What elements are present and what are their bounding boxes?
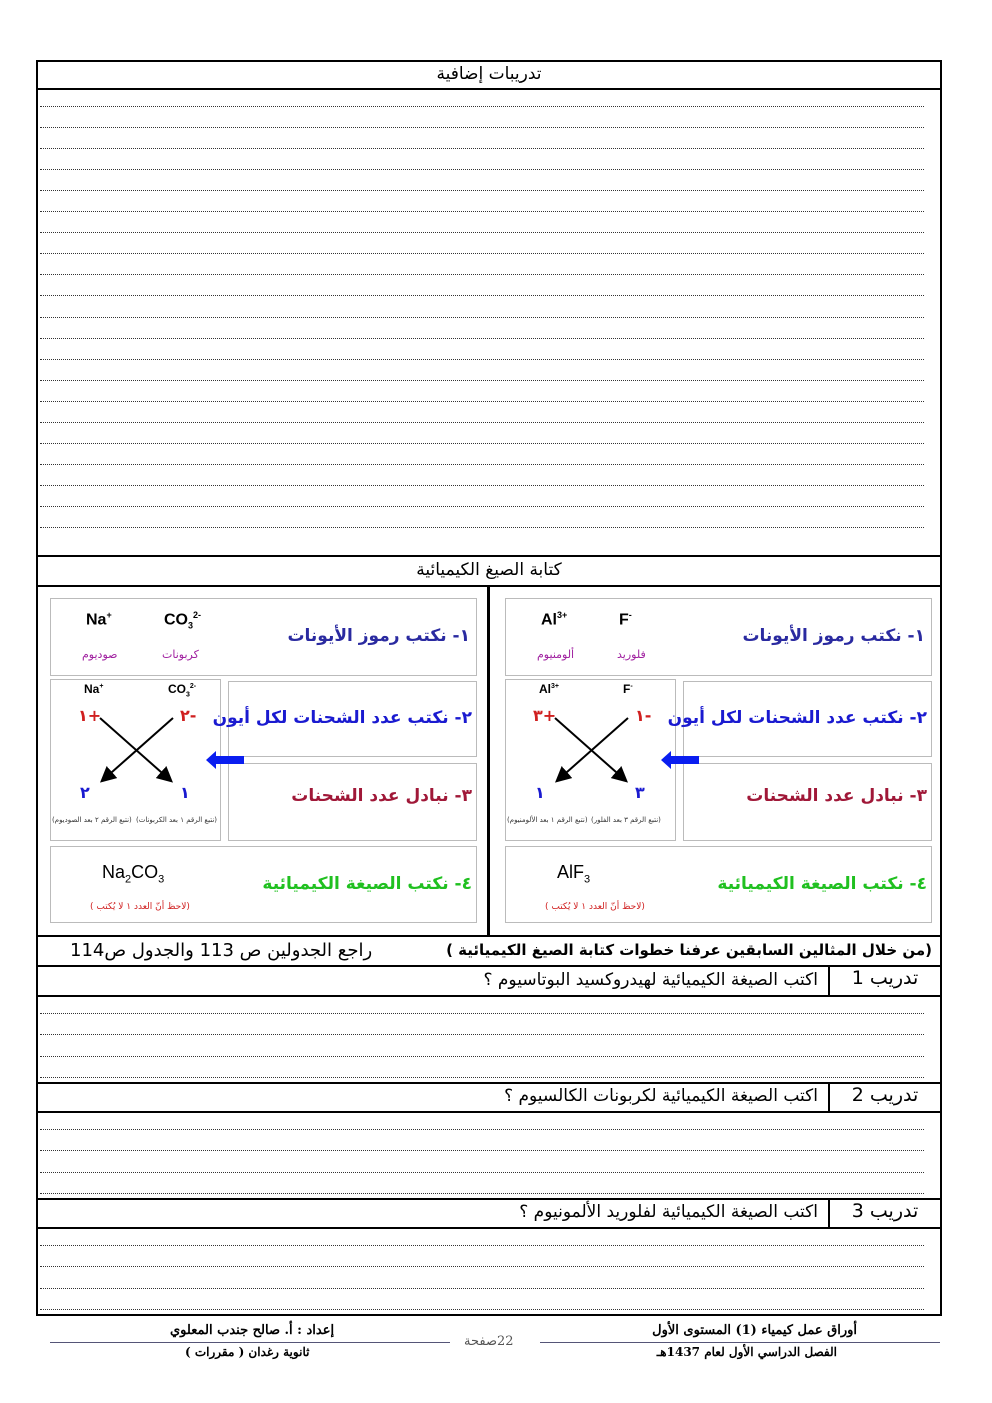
formula-note: (لاحظ أنّ العدد ١ لا يُكتب ) bbox=[545, 902, 645, 912]
diagram-aluminum-fluoride bbox=[495, 588, 945, 934]
cation-charge: + bbox=[106, 610, 112, 620]
cross-cation bbox=[539, 682, 559, 696]
anion-charge: 2- bbox=[189, 683, 197, 690]
dotted-line bbox=[40, 106, 924, 107]
anion-charge: - bbox=[628, 610, 632, 620]
anion-name: فلوريد bbox=[617, 648, 646, 661]
dotted-line bbox=[40, 1288, 924, 1289]
footer-semester: الفصل الدراسي الأول لعام 1437هـ bbox=[656, 1345, 837, 1359]
anion-sub: 3 bbox=[186, 691, 190, 699]
dotted-line bbox=[40, 148, 924, 149]
anion-text: CO bbox=[168, 682, 186, 696]
dotted-line bbox=[40, 1245, 924, 1246]
left-arrow-icon bbox=[206, 751, 244, 769]
exercise-3-question: اكتب الصيغة الكيميائية لفلوريد الألمونيوم ؟ bbox=[519, 1202, 818, 1222]
anion-charge: - bbox=[630, 683, 633, 690]
cross-arrows-icon bbox=[550, 713, 655, 788]
divider bbox=[36, 1198, 942, 1200]
dotted-line bbox=[40, 1034, 924, 1035]
cross-anion bbox=[623, 682, 633, 698]
extra-exercises-title: تدريبات إضافية bbox=[436, 64, 542, 84]
dotted-line bbox=[40, 190, 924, 191]
step2-label: ٢- نكتب عدد الشحنات لكل أيون bbox=[667, 708, 927, 728]
footer-rule bbox=[50, 1342, 450, 1343]
dotted-line bbox=[40, 1266, 924, 1267]
dotted-line bbox=[40, 359, 924, 360]
dotted-line bbox=[40, 274, 924, 275]
step1-label: ١- نكتب رموز الأيونات bbox=[287, 626, 470, 646]
anion-count: ٣ bbox=[635, 783, 645, 802]
cation-text: Al bbox=[539, 682, 551, 696]
exercise-1-question: اكتب الصيغة الكيميائية لهيدروكسيد البوتاسيوم ؟ bbox=[483, 970, 818, 990]
step4-label: ٤- نكتب الصيغة الكيميائية bbox=[262, 874, 472, 894]
anion-symbol bbox=[164, 610, 201, 631]
divider bbox=[36, 1082, 942, 1084]
divider bbox=[36, 555, 942, 557]
dotted-line bbox=[40, 127, 924, 128]
dotted-line bbox=[40, 401, 924, 402]
cation-text: Al bbox=[541, 611, 557, 629]
exercise-1-label: تدريب 1 bbox=[828, 967, 940, 995]
step3-label: ٣- نبادل عدد الشحنات bbox=[291, 786, 472, 806]
anion-name: كربونات bbox=[162, 648, 199, 661]
divider bbox=[36, 1111, 942, 1113]
formula-part: CO bbox=[131, 862, 159, 882]
dotted-line bbox=[40, 443, 924, 444]
footer-title: أوراق عمل كيمياء (1) المستوى الأول bbox=[652, 1323, 857, 1338]
divider bbox=[36, 88, 942, 90]
step2-label: ٢- نكتب عدد الشحنات لكل أيون bbox=[212, 708, 472, 728]
cation-symbol bbox=[541, 610, 567, 629]
anion-symbol bbox=[619, 610, 632, 631]
cation-text: Na bbox=[84, 682, 100, 696]
cation-name: ألومنيوم bbox=[537, 648, 575, 661]
diagram-sodium-carbonate bbox=[40, 588, 490, 934]
dotted-line bbox=[40, 169, 924, 170]
dotted-line bbox=[40, 1056, 924, 1057]
cation-charge-number: ١+ bbox=[78, 706, 102, 725]
dotted-line bbox=[40, 1172, 924, 1173]
cation-count: ١ bbox=[535, 783, 545, 802]
anion-charge-number: ١- bbox=[635, 706, 652, 725]
dotted-line bbox=[40, 1013, 924, 1014]
formula-sub: 3 bbox=[584, 873, 591, 886]
cation-note: (نتبع الرقم ٢ بعد الصوديوم) bbox=[52, 816, 132, 824]
dotted-line bbox=[40, 338, 924, 339]
summary-note: (من خلال المثالين السابقين عرفنا خطوات كتابة الصيغ الكيميائية ) bbox=[446, 941, 932, 959]
dotted-line bbox=[40, 253, 924, 254]
divider bbox=[36, 995, 942, 997]
cross-arrows-icon bbox=[95, 713, 200, 788]
exercise-2-question: اكتب الصيغة الكيميائية لكربونات الكالسيوم ؟ bbox=[504, 1086, 818, 1106]
chemical-formula bbox=[557, 862, 590, 886]
step3-label: ٣- نبادل عدد الشحنات bbox=[746, 786, 927, 806]
table-reference: راجع الجدولين ص 113 والجدول ص114 bbox=[70, 940, 373, 961]
left-arrow-icon bbox=[661, 751, 699, 769]
exercise-3-label: تدريب 3 bbox=[828, 1200, 940, 1227]
dotted-line bbox=[40, 1077, 924, 1078]
anion-sub: 3 bbox=[188, 620, 194, 631]
formula-part: Na bbox=[102, 862, 126, 882]
divider bbox=[36, 935, 942, 937]
cation-charge: 3+ bbox=[551, 683, 559, 690]
chemical-formula bbox=[102, 862, 164, 886]
anion-note: (نتبع الرقم ١ بعد الكربونات) bbox=[136, 816, 218, 824]
dotted-line bbox=[40, 506, 924, 507]
anion-charge: 2- bbox=[193, 610, 202, 620]
formulas-section-title: كتابة الصيغ الكيميائية bbox=[416, 560, 562, 580]
formula-sub: 2 bbox=[125, 873, 132, 886]
dotted-line bbox=[40, 1193, 924, 1194]
dotted-line bbox=[40, 232, 924, 233]
dotted-line bbox=[40, 1309, 924, 1310]
cation-charge-number: ٣+ bbox=[533, 706, 557, 725]
divider bbox=[36, 1227, 942, 1229]
anion-text: CO bbox=[164, 611, 188, 629]
footer-author: إعداد : أ. صالح جندب المعلوي bbox=[170, 1323, 335, 1338]
anion-charge-number: ٢- bbox=[180, 706, 197, 725]
dotted-line bbox=[40, 380, 924, 381]
footer-school: ثانوية رغدان ( مقررات ) bbox=[185, 1345, 310, 1359]
formula-sub: 3 bbox=[158, 873, 165, 886]
cross-cation bbox=[84, 682, 103, 696]
exercise-2-label: تدريب 2 bbox=[828, 1084, 940, 1111]
cation-charge: + bbox=[99, 683, 104, 690]
cation-note: (نتبع الرقم ١ بعد الألومنيوم) bbox=[507, 816, 588, 824]
formula-note: (لاحظ أنّ العدد ١ لا يُكتب ) bbox=[90, 902, 190, 912]
step1-label: ١- نكتب رموز الأيونات bbox=[742, 626, 925, 646]
anion-note: (نتبع الرقم ٣ بعد الفلور) bbox=[591, 816, 661, 824]
divider bbox=[36, 965, 942, 967]
dotted-line bbox=[40, 295, 924, 296]
dotted-line bbox=[40, 317, 924, 318]
step4-label: ٤- نكتب الصيغة الكيميائية bbox=[717, 874, 927, 894]
dotted-line bbox=[40, 1150, 924, 1151]
cation-symbol bbox=[86, 610, 112, 629]
cation-count: ٢ bbox=[80, 783, 90, 802]
dotted-line bbox=[40, 527, 924, 528]
page-number: 22صفحة bbox=[464, 1334, 514, 1349]
anion-text: F bbox=[619, 611, 629, 629]
cation-text: Na bbox=[86, 611, 107, 629]
footer-rule bbox=[540, 1342, 940, 1343]
dotted-line bbox=[40, 211, 924, 212]
formula-part: AlF bbox=[557, 862, 584, 882]
cation-charge: 3+ bbox=[557, 610, 568, 620]
cation-name: صوديوم bbox=[82, 648, 118, 661]
anion-count: ١ bbox=[180, 783, 190, 802]
cross-anion bbox=[168, 682, 196, 698]
dotted-line bbox=[40, 1129, 924, 1130]
dotted-line bbox=[40, 422, 924, 423]
anion-text: F bbox=[623, 682, 631, 696]
dotted-line bbox=[40, 485, 924, 486]
dotted-line bbox=[40, 464, 924, 465]
